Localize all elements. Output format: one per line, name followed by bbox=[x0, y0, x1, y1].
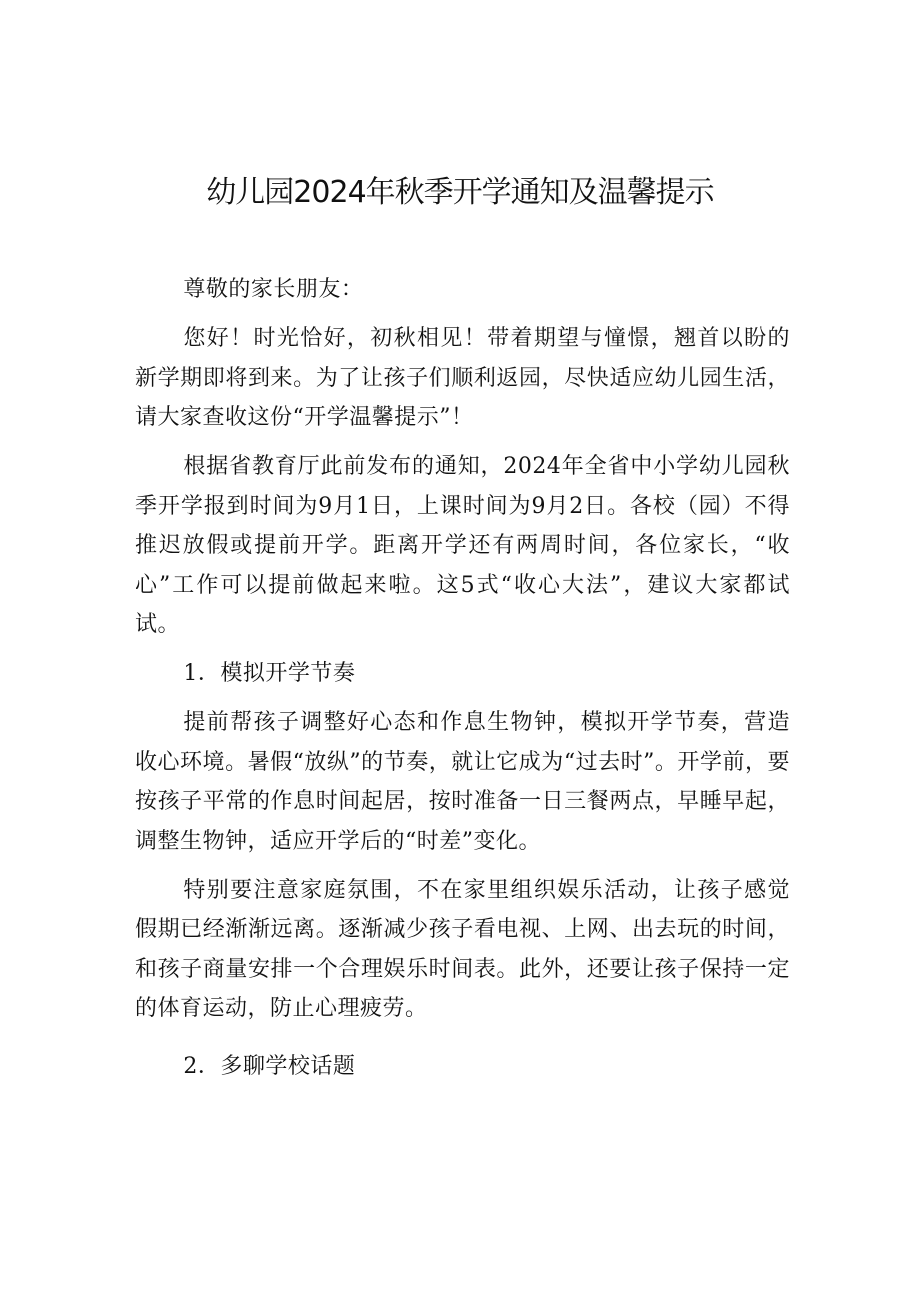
section-1-paragraph-2: 特别要注意家庭氛围，不在家里组织娱乐活动，让孩子感觉假期已经渐渐远离。逐渐减少孩子看电视、上网、出去玩的时间，和孩子商量安排一个合理娱乐时间表。此外，还要让孩子保持一定的体育运动，防止心理疲劳。 bbox=[135, 877, 790, 1021]
section-2-heading: 2．多聊学校话题 bbox=[183, 1053, 356, 1079]
salutation: 尊敬的家长朋友： bbox=[183, 277, 364, 302]
section-1-paragraph-1: 提前帮孩子调整好心态和作息生物钟，模拟开学节奏，营造收心环境。暑假“放纵”的节奏，就让它成为“过去时”。开学前，要按孩子平常的作息时间起居，按时准备一日三餐两点，早睡早起，调整生物钟，适应开学后的“时差”变化。 bbox=[135, 710, 790, 854]
notice-paragraph: 根据省教育厅此前发布的通知，2024年全省中小学幼儿园秋季开学报到时间为9月1日，上课时间为9月2日。各校（园）不得推迟放假或提前开学。距离开学还有两周时间，各位家长，“收心”工作可以提前做起来啦。这5式“收心大法”，建议大家都试试。 bbox=[135, 454, 790, 637]
document-body bbox=[135, 270, 790, 1086]
section-1-heading: 1．模拟开学节奏 bbox=[183, 661, 356, 686]
intro-paragraph: 您好！时光恰好，初秋相见！带着期望与憧憬，翘首以盼的新学期即将到来。为了让孩子们顺利返园，尽快适应幼儿园生活，请大家查收这份“开学温馨提示”！ bbox=[135, 326, 790, 430]
document-title: 幼儿园2024年秋季开学通知及温馨提示 bbox=[206, 175, 714, 210]
